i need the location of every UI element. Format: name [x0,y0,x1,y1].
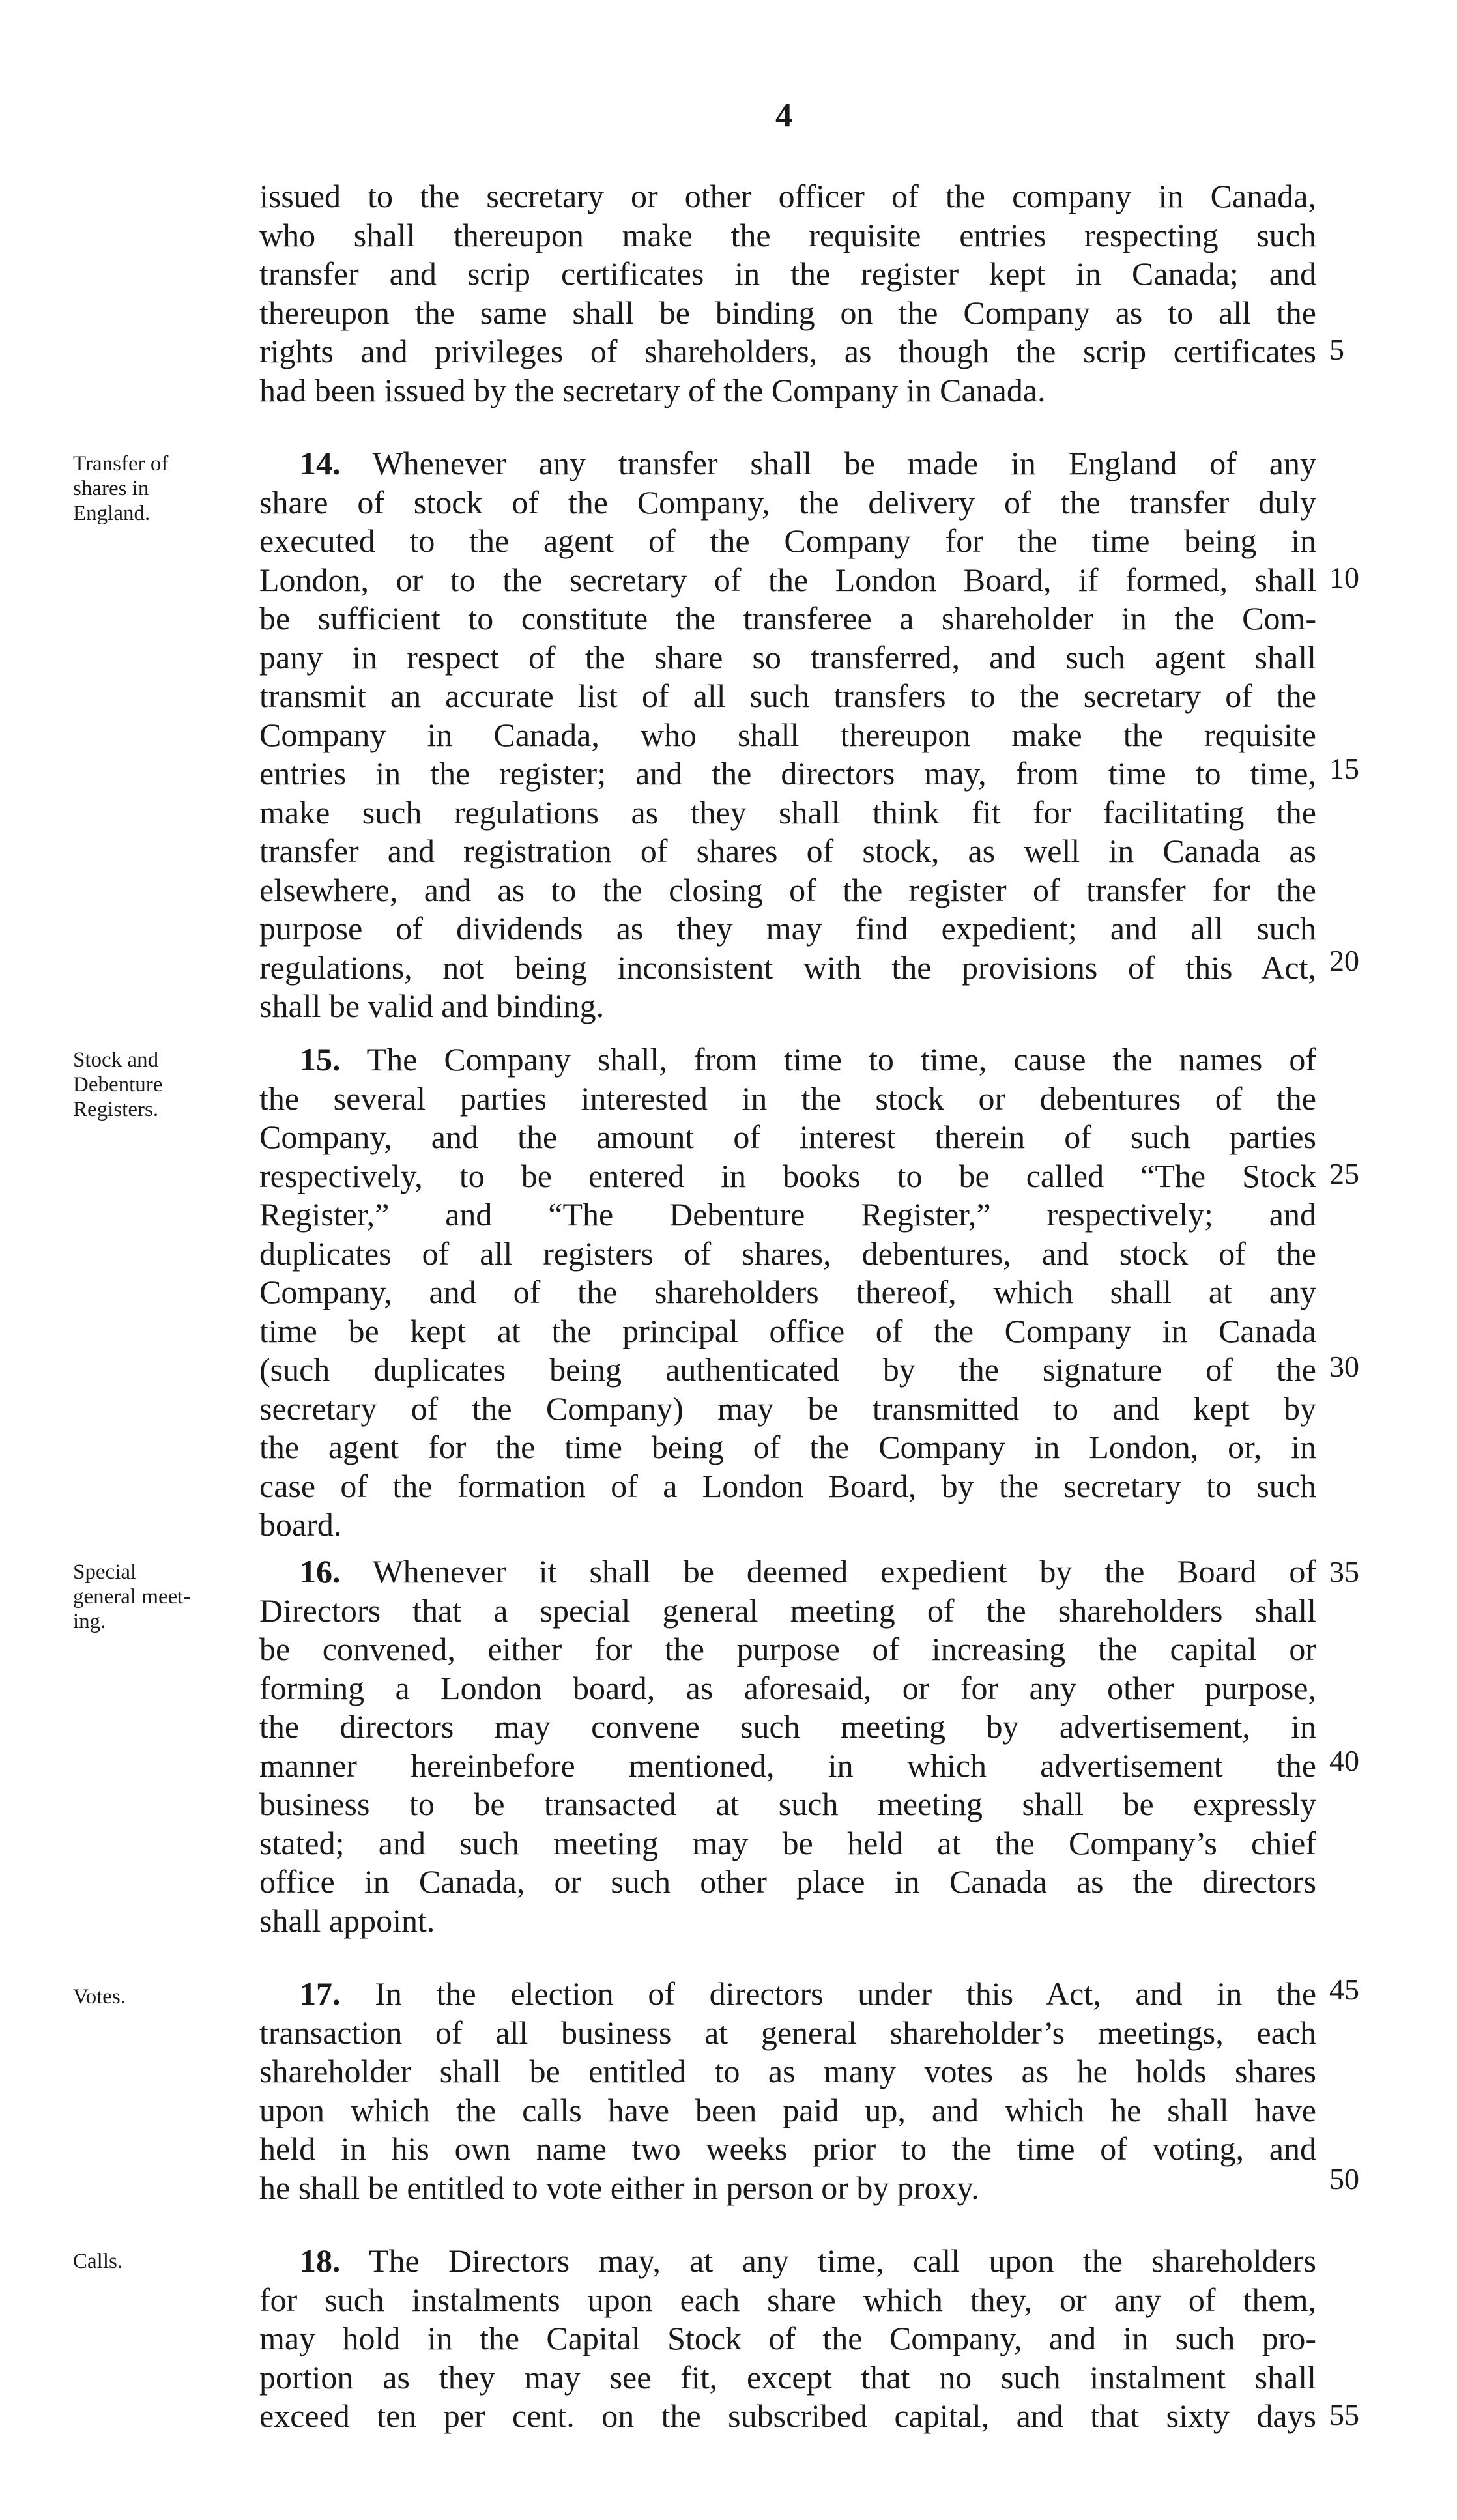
text-line: Register,” and “The Debenture Register,” respectively; and [259,1196,1316,1233]
text-line: issued to the secretary or other officer of the company in Canada, [259,178,1316,214]
text-line: entries in the register; and the directors may, from time to time, [259,755,1316,792]
text-line: pany in respect of the share so transferred, and such agent shall [259,638,1316,676]
line-number: 25 [1329,1157,1359,1190]
text-line: be sufficient to constitute the transferee a shareholder in the Com- [259,600,1316,637]
section-number: 17. [300,1975,341,2012]
line-number: 45 [1329,1973,1359,2006]
section-14 [259,444,1316,1026]
text-line: transfer and registration of shares of stock, as well in Canada as [259,833,1316,869]
text-line [259,1553,1316,1592]
text-span: Whenever it shall be deemed expedient by the Board of [372,1553,1316,1590]
text-line: time be kept at the principal office of the Company in Canada [259,1312,1316,1349]
margin-note-line: ing. [73,1610,106,1633]
margin-note-line: Votes. [73,1985,126,2009]
text-line: shareholder shall be entitled to as many votes as he holds shares [259,2053,1316,2089]
text-line [259,2242,1316,2281]
section-15 [259,1040,1316,1545]
line-number: 10 [1329,561,1359,594]
section-16 [259,1553,1316,1940]
text-line: rights and privileges of shareholders, as though the scrip certificates [259,333,1316,369]
line-number: 15 [1329,752,1359,785]
section-number: 18. [300,2242,341,2279]
text-line: (such duplicates being authenticated by the signature of the [259,1351,1316,1388]
text-line: who shall thereupon make the requisite entries respecting such [259,216,1316,253]
text-line: the several parties interested in the stock or debentures of the [259,1080,1316,1117]
line-number: 40 [1329,1744,1359,1777]
paragraph-13-continued [259,177,1316,410]
line-number: 55 [1329,2398,1359,2431]
text-line: duplicates of all registers of shares, debentures, and stock of the [259,1235,1316,1272]
text-line: stated; and such meeting may be held at the Company’s chief [259,1824,1316,1861]
text-line: held in his own name two weeks prior to the time of voting, and [259,2130,1316,2167]
line-number: 35 [1329,1555,1359,1588]
text-line: executed to the agent of the Company for the time being in [259,523,1316,559]
text-line: the agent for the time being of the Company in London, or, in [259,1429,1316,1465]
text-line: shall be valid and binding. [259,988,605,1024]
line-number: 50 [1329,2162,1359,2196]
text-line [259,1040,1316,1080]
text-line: manner hereinbefore mentioned, in which advertisement the [259,1747,1316,1784]
text-line: respectively, to be entered in books to be called “The Stock [259,1157,1316,1194]
section-number: 15. [300,1041,341,1078]
section-number: 16. [300,1553,341,1590]
text-line: share of stock of the Company, the delivery of the transfer duly [259,483,1316,521]
text-line: may hold in the Capital Stock of the Company, and in such pro- [259,2320,1316,2356]
text-line: regulations, not being inconsistent with the provisions of this Act, [259,949,1316,986]
margin-note-transfer-of-shares [73,451,249,526]
margin-note-special-general-meeting [73,1560,249,1634]
text-line: secretary of the Company) may be transmitted to and kept by [259,1390,1316,1427]
text-line: shall appoint. [259,1902,435,1939]
margin-note-line: England. [73,502,151,525]
text-line: business to be transacted at such meeting shall be expressly [259,1786,1316,1822]
text-line: upon which the calls have been paid up, and which he shall have [259,2091,1316,2128]
text-line [259,444,1316,483]
margin-note-line: shares in [73,477,149,500]
text-line: portion as they may see fit, except that no such instalment shall [259,2358,1316,2396]
margin-note-line: Stock and [73,1048,159,1072]
text-line: the directors may convene such meeting by advertisement, in [259,1708,1316,1745]
margin-note-line: Calls. [73,2250,123,2273]
text-line: be convened, either for the purpose of increasing the capital or [259,1631,1316,1667]
margin-note-calls [73,2249,249,2274]
text-span: In the election of directors under this Act, and in the [375,1975,1317,2012]
page-number: 4 [775,97,792,134]
margin-note-line: Special [73,1560,137,1584]
text-line: he shall be entitled to vote either in person or by proxy. [259,2169,979,2206]
margin-note-line: Registers. [73,1098,159,1121]
text-line: London, or to the secretary of the London Board, if formed, shall [259,561,1316,598]
text-line: purpose of dividends as they may find expedient; and all such [259,910,1316,947]
text-line: make such regulations as they shall think fit for facilitating the [259,794,1316,831]
text-span: The Directors may, at any time, call upon the shareholders [368,2242,1316,2279]
section-number: 14. [300,445,341,481]
text-line: transfer and scrip certificates in the register kept in Canada; and [259,255,1316,292]
section-18 [259,2242,1316,2436]
text-line: Directors that a special general meeting of the shareholders shall [259,1592,1316,1629]
text-line: had been issued by the secretary of the Company in Canada. [259,371,1046,408]
text-line: Company, and of the shareholders thereof, which shall at any [259,1274,1316,1310]
line-number: 30 [1329,1350,1359,1383]
text-line: Company in Canada, who shall thereupon make the requisite [259,716,1316,753]
text-line [259,1975,1316,2014]
margin-note-line: general meet- [73,1585,191,1609]
text-line: transaction of all business at general shareholder’s meetings, each [259,2014,1316,2051]
margin-note-votes [73,1984,249,2009]
text-span: Whenever any transfer shall be made in England of any [372,445,1316,481]
text-line: exceed ten per cent. on the subscribed capital, and that sixty days [259,2398,1316,2434]
margin-note-stock-and-debenture-registers [73,1048,249,1122]
text-line: elsewhere, and as to the closing of the register of transfer for the [259,871,1316,908]
text-line: thereupon the same shall be binding on the Company as to all the [259,294,1316,331]
text-line: board. [259,1506,342,1543]
margin-note-line: Debenture [73,1073,163,1096]
line-number: 20 [1329,944,1359,977]
margin-note-line: Transfer of [73,452,169,476]
text-line: transmit an accurate list of all such transfers to the secretary of the [259,678,1316,714]
section-17 [259,1975,1316,2207]
text-span: The Company shall, from time to time, cause the names of [366,1041,1316,1078]
text-line: for such instalments upon each share which they, or any of them, [259,2281,1316,2318]
text-line: office in Canada, or such other place in Canada as the directors [259,1863,1316,1900]
text-line: Company, and the amount of interest therein of such parties [259,1119,1316,1155]
line-number: 5 [1329,333,1344,366]
text-line: forming a London board, as aforesaid, or for any other purpose, [259,1669,1316,1706]
text-line: case of the formation of a London Board, by the secretary to such [259,1467,1316,1504]
